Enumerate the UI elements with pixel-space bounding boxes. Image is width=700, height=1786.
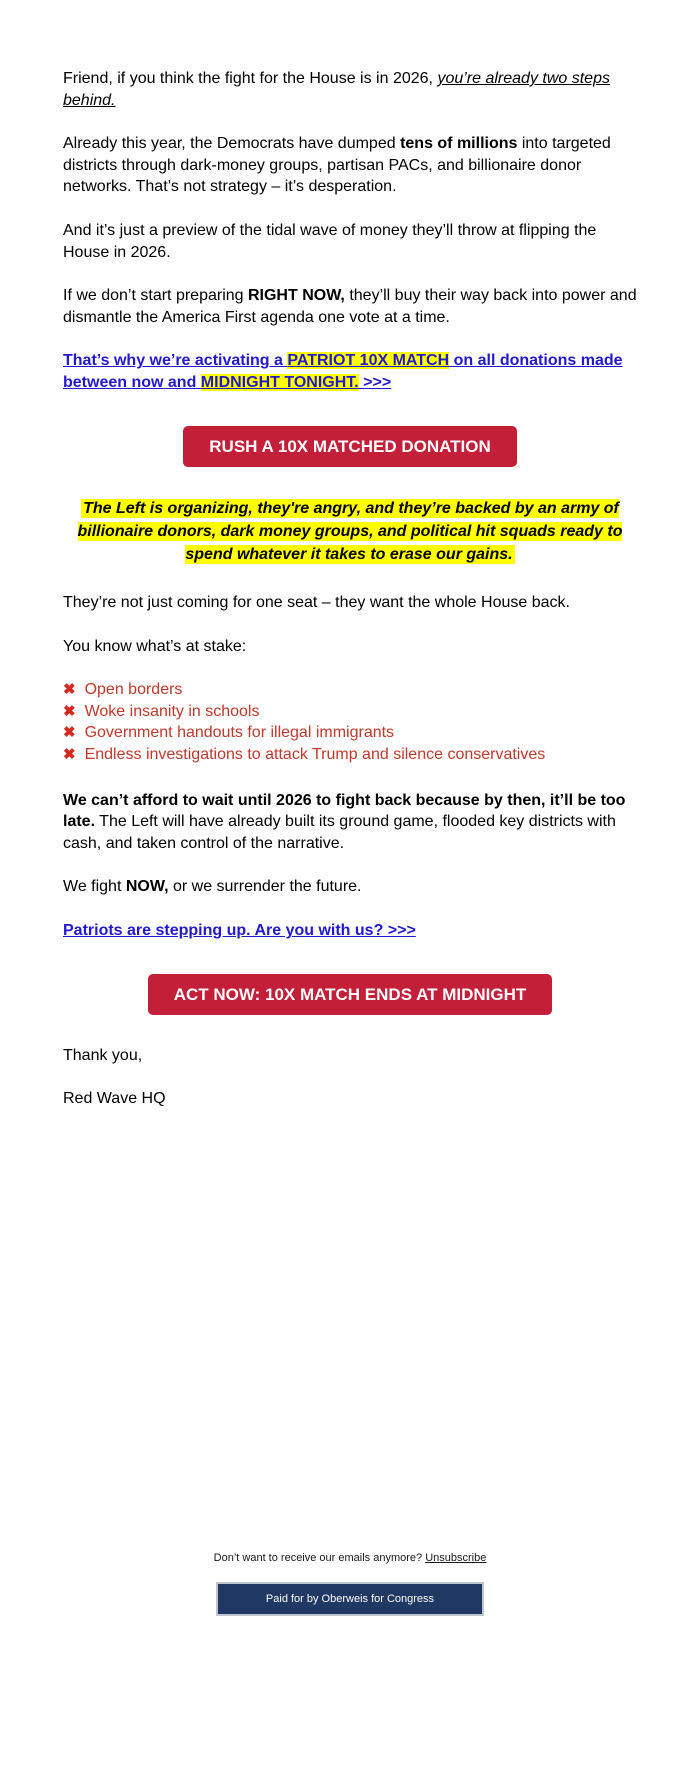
footer-spacer [0,1132,700,1552]
dark-money-pre: Already this year, the Democrats have dumped [63,135,401,153]
cant-wait-paragraph [63,790,637,855]
list-item [63,679,637,701]
cross-icon: ✖ [63,702,76,720]
cross-icon: ✖ [63,746,76,764]
stakes-list [63,679,637,765]
fight-now-pre: We fight [63,878,126,896]
paid-for-disclaimer: Paid for by Oberweis for Congress [216,1582,484,1616]
match-link-paragraph [63,350,637,393]
match-link-arrows: >>> [358,373,392,391]
cross-icon: ✖ [63,681,76,699]
patriot-match-link[interactable] [63,352,623,391]
cross-icon: ✖ [63,724,76,742]
act-now-button[interactable]: ACT NOW: 10X MATCH ENDS AT MIDNIGHT [148,974,553,1015]
fight-now-bold: NOW, [125,878,169,896]
right-now-post: they’ll buy their way back into power and dismantle the America First agenda one vote at a time. [63,287,637,326]
intro-paragraph [63,68,637,111]
whole-house-paragraph: They’re not just coming for one seat – they want the whole House back. [63,594,570,612]
unsubscribe-pre-text: Don’t want to receive our emails anymore? [213,1551,426,1564]
unsubscribe-link[interactable]: Unsubscribe [425,1551,487,1564]
email-footer [0,1552,700,1786]
patriot-match-highlight: PATRIOT 10X MATCH [287,352,450,370]
signature-text: Red Wave HQ [63,1090,166,1108]
stake-label: Endless investigations to attack Trump and silence conservatives [84,746,546,764]
closing-text: Thank you, [63,1046,143,1064]
stake-label: Open borders [84,681,183,699]
dark-money-post: into targeted districts through dark-money groups, partisan PACs, and billionaire donor networks. That’s not strategy – it’s desperation. [63,135,611,196]
intro-text: Friend, if you think the fight for the House is in 2026, [63,70,438,87]
unsubscribe-line [0,1552,700,1564]
stepping-up-link[interactable]: Patriots are stepping up. Are you with us? >>> [63,922,416,940]
donation-button-row [63,426,637,467]
midnight-tonight-highlight: MIDNIGHT TONIGHT. [200,373,359,391]
stakes-intro-paragraph: You know what’s at stake: [63,637,247,655]
match-link-pre: That’s why we’re activating a [63,352,288,370]
rush-donation-button[interactable]: RUSH A 10X MATCHED DONATION [183,426,516,467]
left-organizing-highlight: The Left is organizing, they're angry, and they’re backed by an army of billionaire donors, dark money groups, and political hit squads ready to spend whatever it takes to erase our gains. [77,499,623,563]
right-now-bold: RIGHT NOW, [247,287,345,305]
right-now-paragraph [63,285,637,328]
fight-now-post: or we surrender the future. [168,878,362,896]
match-link-mid: on all donations made between now and [63,352,623,391]
list-item [63,744,637,766]
stake-label: Government handouts for illegal immigrants [84,724,395,742]
left-organizing-callout [63,497,637,567]
cant-wait-post: The Left will have already built its ground game, flooded key districts with cash, and taken control of the narrative. [63,813,616,852]
cant-wait-bold: We can’t afford to wait until 2026 to fight back because by then, it’ll be too late. [63,791,626,831]
stake-label: Woke insanity in schools [84,702,260,720]
dark-money-paragraph [63,133,637,198]
tidal-wave-paragraph: And it’s just a preview of the tidal wave of money they’ll throw at flipping the House in 2026. [63,221,597,261]
list-item [63,701,637,723]
two-steps-behind-emphasis: you’re already two steps behind. [63,70,610,109]
list-item [63,722,637,744]
right-now-pre: If we don’t start preparing [63,287,248,305]
tens-of-millions-bold: tens of millions [400,135,518,153]
act-now-button-row [63,974,637,1015]
stepping-up-paragraph [63,920,637,942]
fight-now-paragraph [63,876,637,898]
